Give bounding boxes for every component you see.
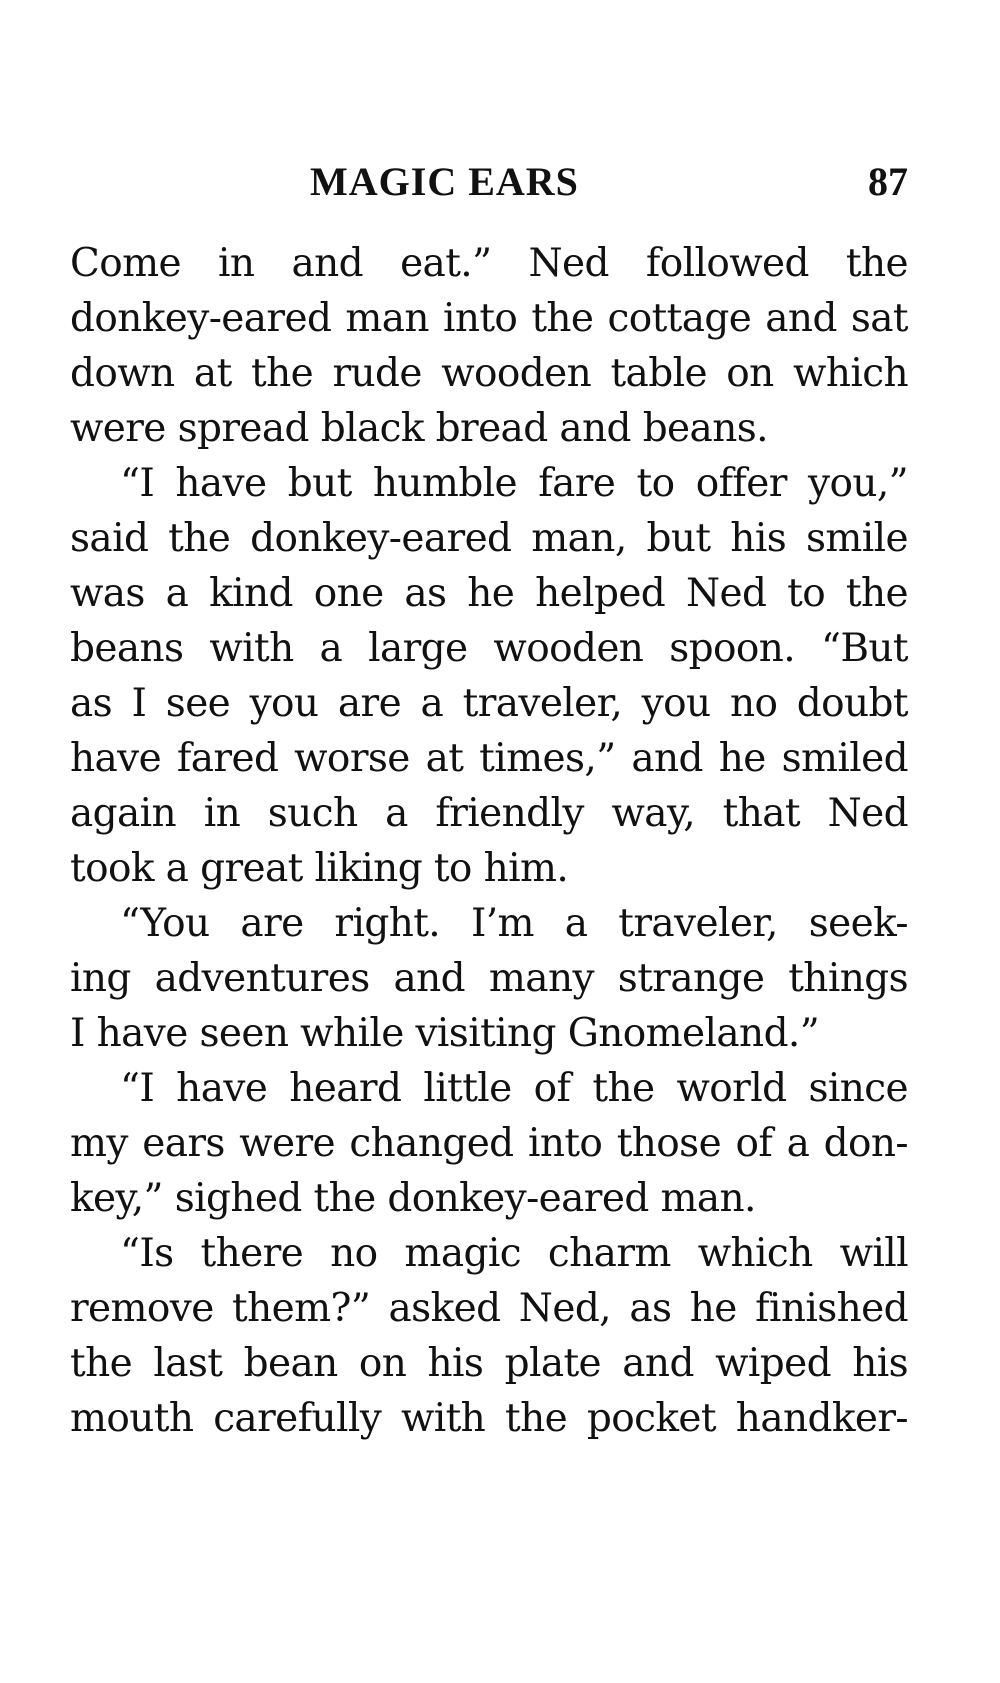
text-line: ing adventures and many strange things xyxy=(70,956,908,1001)
page-number: 87 xyxy=(868,159,908,204)
running-head xyxy=(70,158,908,218)
text-line: have fared worse at times,” and he smiled xyxy=(70,736,908,781)
text-line: “I have heard little of the world since xyxy=(120,1066,908,1111)
text-line: “Is there no magic charm which will xyxy=(120,1231,908,1276)
text-line: remove them?” asked Ned, as he finished xyxy=(70,1286,908,1331)
text-line: said the donkey-eared man, but his smile xyxy=(70,516,908,561)
text-line: was a kind one as he helped Ned to the xyxy=(70,571,908,616)
text-line: as I see you are a traveler, you no doubt xyxy=(70,681,908,726)
text-line: again in such a friendly way, that Ned xyxy=(70,791,908,836)
text-line: down at the rude wooden table on which xyxy=(70,351,908,396)
text-line: donkey-eared man into the cottage and sat xyxy=(70,296,908,341)
text-line: beans with a large wooden spoon. “But xyxy=(70,626,908,671)
text-line: were spread black bread and beans. xyxy=(70,406,768,451)
text-line: my ears were changed into those of a don- xyxy=(70,1121,908,1166)
text-line: key,” sighed the donkey-eared man. xyxy=(70,1176,756,1221)
running-title: MAGIC EARS xyxy=(310,159,579,204)
body-text xyxy=(70,236,908,1446)
text-line: “You are right. I’m a traveler, seek- xyxy=(120,901,908,946)
text-line: the last bean on his plate and wiped his xyxy=(70,1341,908,1386)
text-line: Come in and eat.” Ned followed the xyxy=(70,241,908,286)
text-line: mouth carefully with the pocket handker- xyxy=(70,1396,908,1441)
text-line: I have seen while visiting Gnomeland.” xyxy=(70,1011,820,1056)
text-line: took a great liking to him. xyxy=(70,846,569,891)
text-line: “I have but humble fare to offer you,” xyxy=(120,461,908,506)
